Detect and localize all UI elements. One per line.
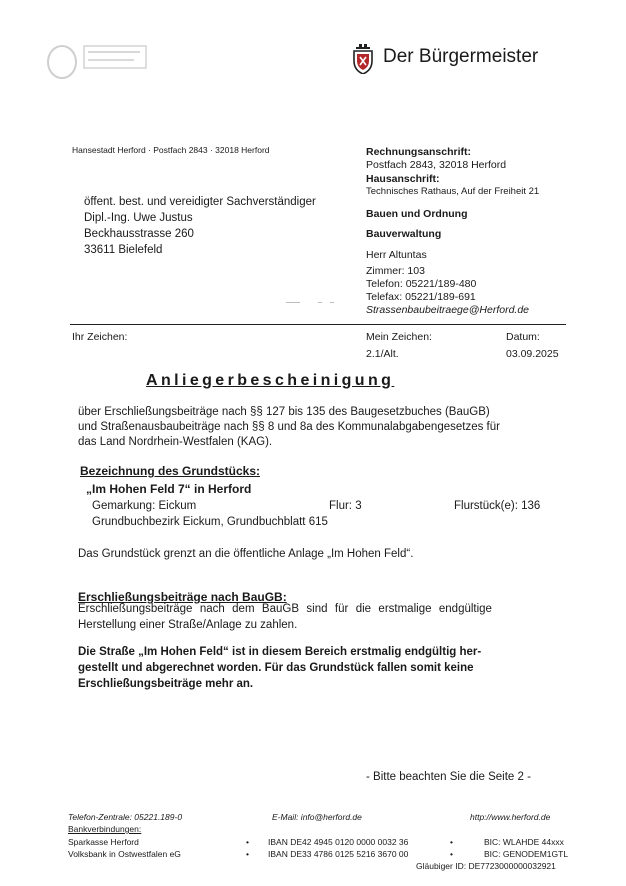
bullet-icon: • [246,849,249,859]
bank2-iban: IBAN DE33 4786 0125 5216 3670 00 [268,849,409,859]
section-text-2: Herstellung einer Straße/Anlage zu zahlen. [78,619,298,631]
footer-email-link[interactable]: E-Mail: info@herford.de [272,812,362,822]
bank1-bic: BIC: WLAHDE 44xxx [484,837,564,847]
my-ref-value: 2.1/Alt. [366,348,399,360]
document-title: Anliegerbescheinigung [146,372,395,389]
conclusion-line-2: gestellt und abgerechnet worden. Für das Grundstück fallen somit keine [78,662,474,674]
intro-line-3: das Land Nordrhein-Westfalen (KAG). [78,436,273,448]
flur: Flur: 3 [329,500,362,512]
department-2: Bauverwaltung [366,228,442,240]
my-ref-label: Mein Zeichen: [366,331,432,343]
date-value: 03.09.2025 [506,348,559,360]
house-label: Hausanschrift: [366,173,440,185]
recipient-line-4: 33611 Bielefeld [84,244,163,256]
recipient-line-2: Dipl.-Ing. Uwe Justus [84,212,193,224]
parcel-address: „Im Hohen Feld 7“ in Herford [86,482,252,496]
sender-line: Hansestadt Herford · Postfach 2843 · 32018 Herford [72,145,270,155]
footer-phone: Telefon-Zentrale: 05221.189-0 [68,812,183,822]
city-coat-of-arms-icon [352,44,374,79]
intro-line-1: über Erschließungsbeiträge nach §§ 127 bis 135 des Baugesetzbuches (BauGB) [78,406,490,418]
footer-website-link[interactable]: http://www.herford.de [470,812,551,822]
intro-line-2: und Straßenausbaubeiträge nach §§ 8 und 8a des Kommunalabgabengesetzes für [78,421,500,433]
section-text-1: Erschließungsbeiträge nach dem BauGB sind für die erstmalige endgültige [78,603,492,615]
parcel-heading: Bezeichnung des Grundstücks: [80,464,261,478]
house-value: Technisches Rathaus, Auf der Freiheit 21 [366,186,540,197]
section-heading: Erschließungsbeiträge nach BauGB: [78,590,287,604]
bullet-icon: • [450,837,453,847]
page-note: - Bitte beachten Sie die Seite 2 - [366,771,531,783]
bank2-name: Volksbank in Ostwestfalen eG [68,849,181,859]
recipient-line-3: Beckhausstrasse 260 [84,228,194,240]
room: Zimmer: 103 [366,265,425,277]
date-label: Datum: [506,331,540,343]
billing-label: Rechnungsanschrift: [366,146,472,158]
page-title: Der Bürgermeister [383,46,539,67]
bullet-icon: • [246,837,249,847]
bullet-icon: • [450,849,453,859]
conclusion-line-1: Die Straße „Im Hohen Feld“ ist in diesem Bereich erstmalig endgültig her- [78,646,482,658]
recipient-line-1: öffent. best. und vereidigter Sachverständiger [84,196,316,208]
bank2-bic: BIC: GENODEM1GTL [484,849,569,859]
conclusion-line-3: Erschließungsbeiträge mehr an. [78,678,254,690]
flurstueck: Flurstück(e): 136 [454,500,541,512]
grundbuch: Grundbuchbezirk Eickum, Grundbuchblatt 615 [92,516,328,528]
billing-value: Postfach 2843, 32018 Herford [366,159,507,171]
phone: Telefon: 05221/189-480 [366,278,477,290]
bank-label: Bankverbindungen: [68,824,142,834]
department-1: Bauen und Ordnung [366,208,468,220]
fax: Telefax: 05221/189-691 [366,291,476,303]
bank1-name: Sparkasse Herford [68,837,139,847]
gemarkung: Gemarkung: Eickum [92,500,197,512]
received-stamp-icon [44,38,154,84]
your-ref-label: Ihr Zeichen: [72,331,128,343]
borders-text: Das Grundstück grenzt an die öffentliche Anlage „Im Hohen Feld“. [78,548,414,560]
bank1-iban: IBAN DE42 4945 0120 0000 0032 36 [268,837,409,847]
email-link[interactable]: Strassenbaubeitraege@Herford.de [366,304,530,316]
creditor-id: Gläubiger ID: DE7723000000032921 [416,861,556,871]
contact-name: Herr Altuntas [366,249,427,261]
